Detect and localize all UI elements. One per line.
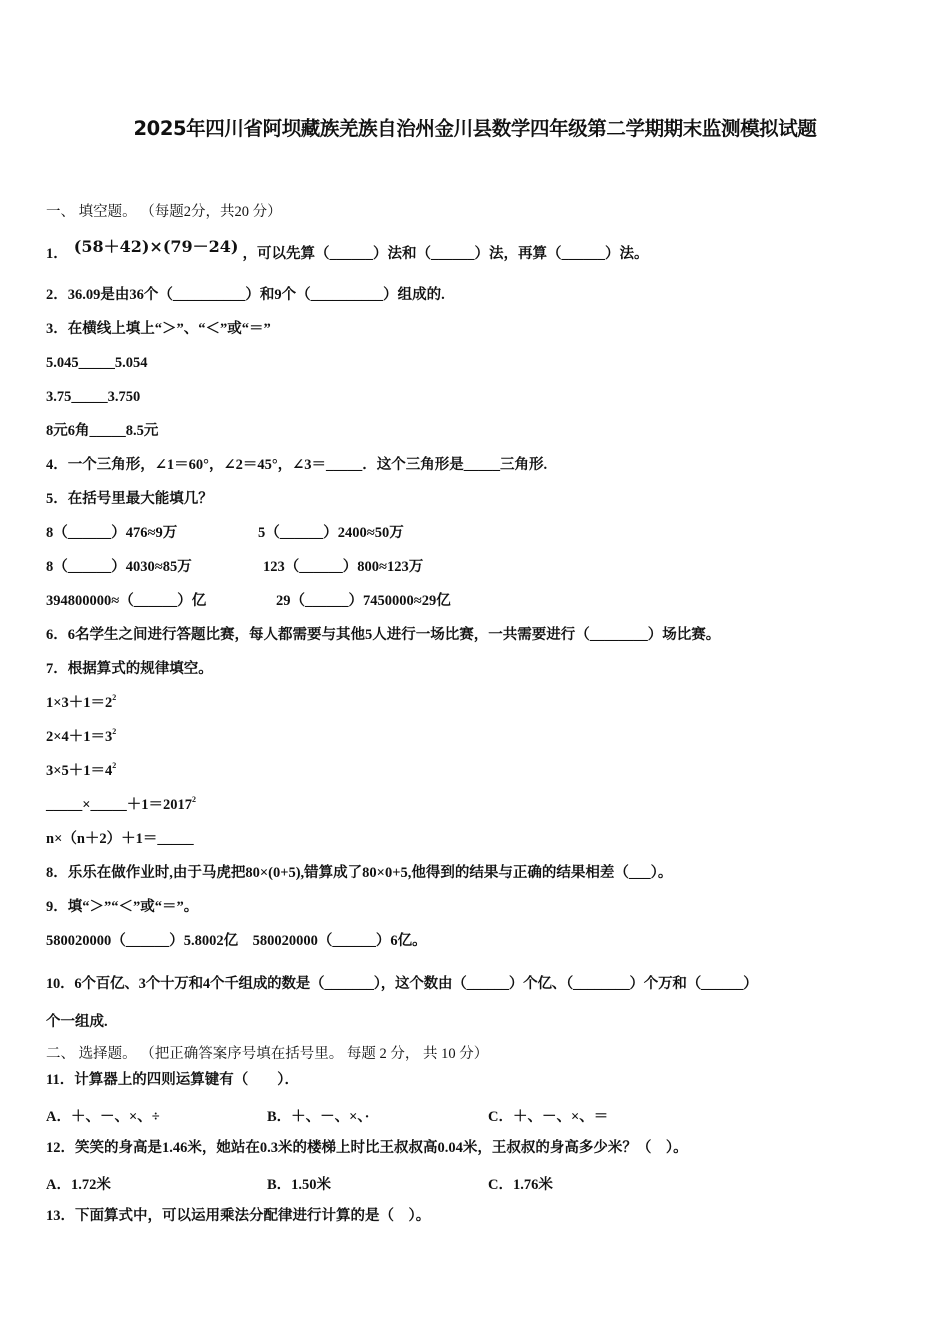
section2-header: 二、 选择题。 （把正确答案序号填在括号里。 每题 2 分， 共 10 分） <box>46 1046 489 1062</box>
question-5: 5．在括号里最大能填几？ <box>46 491 213 507</box>
q9-line: 580020000（______）5.8002亿 580020000（______）6亿。 <box>46 933 427 949</box>
question-12: 12．笑笑的身高是1.46米，她站在0.3米的楼梯上时比王叔叔高0.04米，王叔叔的身高多少米？（ ）。 <box>46 1140 688 1156</box>
q5-item: 8（______）4030≈85万 <box>46 559 192 575</box>
q3-line-3: 8元6角_____8.5元 <box>46 423 159 439</box>
question-8: 8．乐乐在做作业时,由于马虎把80×(0+5),错算成了80×0+5,他得到的结果与正确的结果相差（___）。 <box>46 865 673 881</box>
question-3: 3．在横线上填上“＞”、“＜”或“＝” <box>46 321 271 337</box>
page-title: 2025年四川省阿坝藏族羌族自治州金川县数学四年级第二学期期末监测模拟试题 <box>133 117 817 140</box>
q11-option-a: A．＋、－、×、÷ <box>46 1109 160 1125</box>
question-4: 4．一个三角形，∠1＝60°，∠2＝45°，∠3＝_____．这个三角形是_____三角形. <box>46 457 548 473</box>
q7-line-4 <box>46 796 196 814</box>
question-10: 10．6个百亿、3个十万和4个千组成的数是（_______），这个数由（______）个亿、（________）个万和（______） <box>46 976 758 992</box>
q5-row-2 <box>46 558 423 576</box>
q12-option-b: B．1.50米 <box>267 1177 332 1193</box>
question-7: 7．根据算式的规律填空。 <box>46 661 213 677</box>
q5-item: 29（______）7450000≈29亿 <box>276 593 451 609</box>
q7-exponent: 2 <box>192 795 197 804</box>
q11-option-b: B．＋、－、×、· <box>267 1109 370 1125</box>
q5-row-3 <box>46 592 451 610</box>
q7-line-2 <box>46 728 116 746</box>
question-11: 11．计算器上的四则运算键有（ ）． <box>46 1072 299 1088</box>
q5-item: 8（______）476≈9万 <box>46 525 178 541</box>
question-1 <box>46 238 649 263</box>
question-13: 13．下面算式中，可以运用乘法分配律进行计算的是（ ）。 <box>46 1208 431 1224</box>
q7-exponent: 2 <box>112 727 117 736</box>
q5-item: 394800000≈（______）亿 <box>46 593 207 609</box>
q5-item: 123（______）800≈123万 <box>263 559 424 575</box>
question-2: 2．36.09是由36个（__________）和9个（__________）组成的. <box>46 287 445 303</box>
q7-line-5: n×（n＋2）＋1＝_____ <box>46 831 194 847</box>
q3-line-1: 5.045_____5.054 <box>46 355 148 371</box>
question-9: 9．填“＞”“＜”或“＝”。 <box>46 899 199 915</box>
q3-line-2: 3.75_____3.750 <box>46 389 141 405</box>
question-6: 6．6名学生之间进行答题比赛，每人都需要与其他5人进行一场比赛，一共需要进行（________）场比赛。 <box>46 627 721 643</box>
section1-header: 一、 填空题。 （每题2分，共20 分） <box>46 204 282 220</box>
q1-number: 1． <box>46 246 68 262</box>
q7-expr: 3×5＋1＝4 <box>46 763 113 779</box>
q1-text: ，可以先算（______）法和（______）法，再算（______）法。 <box>242 246 649 262</box>
q10-continuation: 个一组成. <box>46 1014 108 1030</box>
q7-expr: _____×_____＋1＝2017 <box>46 797 193 813</box>
q7-line-3 <box>46 762 116 780</box>
q7-expr: 1×3＋1＝2 <box>46 695 113 711</box>
q1-formula: (58＋42)×(79－24) <box>73 237 239 256</box>
q7-expr: 2×4＋1＝3 <box>46 729 113 745</box>
q7-exponent: 2 <box>112 761 117 770</box>
q7-line-1 <box>46 694 116 712</box>
q7-exponent: 2 <box>112 693 117 702</box>
q5-row-1 <box>46 524 404 542</box>
q5-item: 5（______）2400≈50万 <box>258 525 404 541</box>
q11-option-c: C．＋、－、×、＝ <box>488 1109 609 1125</box>
q12-option-c: C．1.76米 <box>488 1177 553 1193</box>
q12-option-a: A．1.72米 <box>46 1177 111 1193</box>
